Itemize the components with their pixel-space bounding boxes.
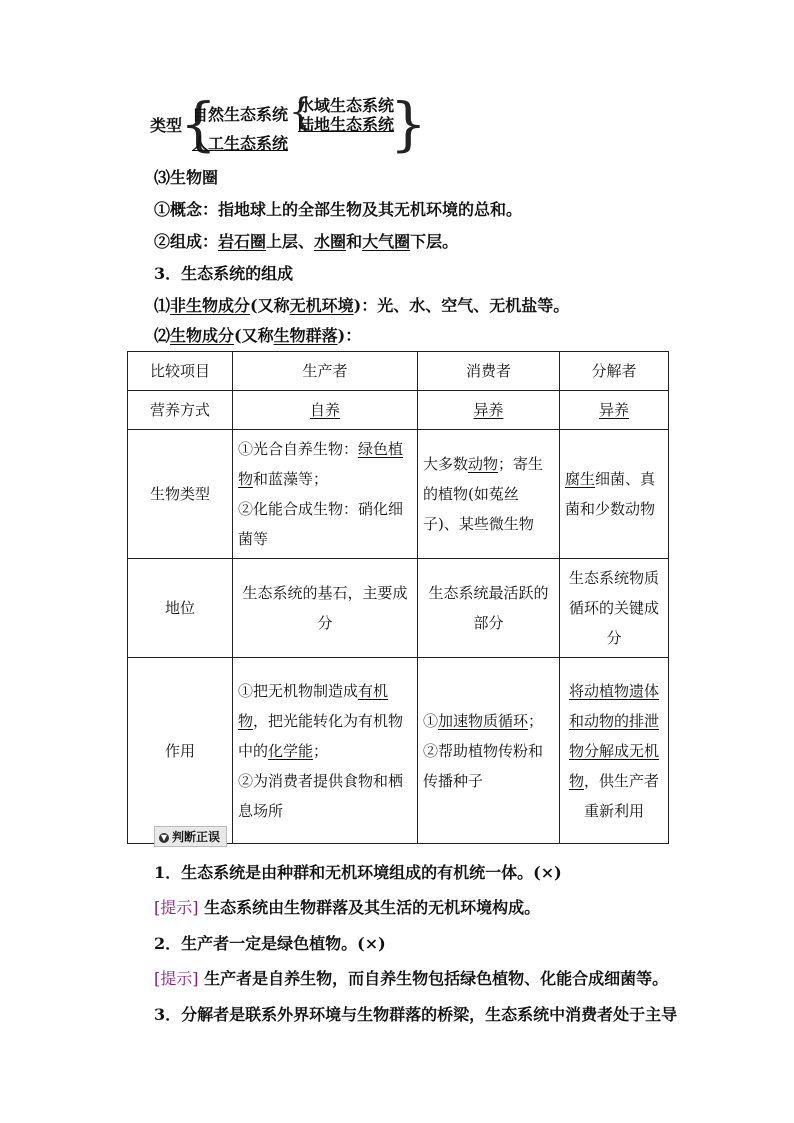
- producer-type-1a: ①光合自养生物：: [238, 440, 359, 458]
- nonbio-alias: 无机环境: [289, 296, 354, 315]
- consumer-role-1u: 加速物质循环: [438, 711, 529, 730]
- producer-role-u2: 化学能: [268, 741, 314, 760]
- chevron-down-icon: ▼: [160, 832, 168, 842]
- cell-consumer: 生态系统最活跃的部分: [418, 559, 560, 658]
- question-1: 1．生态系统是由种群和无机环境组成的有机统一体。(×): [154, 863, 562, 882]
- nonbio-term: 非生物成分: [170, 296, 251, 315]
- decomposer-nutrition: 异养: [598, 401, 629, 419]
- nonbio-mid: (又称: [250, 296, 290, 315]
- hint-label: [提示]: [154, 969, 199, 988]
- decomposer-role-u: 将动植物遗体和动物的排泄物分解成无机物: [568, 681, 659, 790]
- table-row-nutrition: [128, 391, 669, 430]
- row-label: 营养方式: [128, 391, 233, 430]
- consumer-role-1a: ①: [423, 711, 439, 730]
- bio-num: ⑵: [154, 326, 171, 345]
- table-row-status: [128, 559, 669, 658]
- composition-text-1: 上层、: [266, 232, 315, 251]
- artificial-ecosystem: 人工生态系统: [192, 134, 289, 153]
- cell-consumer: [418, 391, 560, 430]
- nonbiotic-line: [154, 293, 569, 316]
- cell-producer: [233, 658, 418, 844]
- ecosystem-type-diagram: [150, 90, 427, 158]
- decomposer-type-b: 细菌、真菌和少数动物: [565, 470, 656, 518]
- question-2: 2．生产者一定是绿色植物。(×): [154, 934, 386, 953]
- row-label: 作用: [128, 658, 233, 844]
- composition-text-3: 下层。: [410, 232, 459, 251]
- cell-producer: [233, 391, 418, 430]
- table-row-role: [128, 658, 669, 844]
- judge-tag-label: 判断正误: [172, 830, 221, 844]
- hint-label: [提示]: [154, 898, 199, 917]
- cell-decomposer: [560, 391, 669, 430]
- producer-type-2: ②化能合成生物：硝化细菌等: [238, 500, 404, 548]
- consumer-type-b: ；寄生的植物(如菟丝子)、某些微生物: [423, 455, 544, 533]
- cell-decomposer: [560, 658, 669, 844]
- judge-tag: [154, 826, 227, 847]
- diagram-label: 类型: [150, 116, 183, 135]
- consumer-type-u: 动物: [468, 455, 499, 473]
- producer-type-1u: 绿色植物: [238, 440, 404, 488]
- decomposer-type-u: 腐生: [565, 470, 596, 488]
- bio-end: )：: [337, 326, 362, 345]
- land-ecosystem: 陆地生态系统: [298, 115, 395, 134]
- composition-atmosphere: 大气圈: [362, 232, 411, 251]
- table-header-row: [128, 352, 669, 391]
- producer-role-u1: 有机物: [238, 681, 389, 730]
- right-brace: {: [390, 90, 427, 158]
- header-consumer: 消费者: [418, 352, 560, 391]
- producer-role-a: ①把无机物制造成: [238, 681, 359, 700]
- consumer-type-a: 大多数: [423, 455, 469, 473]
- nonbio-num: ⑴: [154, 296, 171, 315]
- cell-consumer: [418, 430, 560, 559]
- concept-text: 指地球上的全部生物及其无机环境的总和。: [218, 200, 523, 219]
- cell-producer: [233, 430, 418, 559]
- biotic-line: [154, 323, 361, 346]
- composition-prefix: ②组成：: [154, 232, 219, 251]
- hint-2: [154, 966, 668, 989]
- biosphere-composition: [154, 229, 458, 252]
- hint-2-text: 生产者是自养生物，而自养生物包括绿色植物、化能合成细菌等。: [204, 969, 669, 988]
- water-ecosystem: 水域生态系统: [298, 96, 395, 115]
- table-row-type: [128, 430, 669, 559]
- bio-alias: 生物群落: [273, 326, 338, 345]
- cell-decomposer: 生态系统物质循环的关键成分: [560, 559, 669, 658]
- header-producer: 生产者: [233, 352, 418, 391]
- cell-decomposer: [560, 430, 669, 559]
- question-3: 3．分解者是联系外界环境与生物群落的桥梁，生态系统中消费者处于主导: [154, 1005, 678, 1024]
- row-label: 地位: [128, 559, 233, 658]
- cell-producer: 生态系统的基石，主要成分: [233, 559, 418, 658]
- composition-hydrosphere: 水圈: [314, 232, 347, 251]
- producer-role-c: ；: [313, 741, 329, 760]
- nonbio-end: )：光、水、空气、无机盐等。: [353, 296, 570, 315]
- composition-lithosphere: 岩石圈: [218, 232, 267, 251]
- consumer-role-2: ②帮助植物传粉和传播种子: [423, 741, 544, 790]
- decomposer-role-b: ，供生产者重新利用: [583, 771, 660, 820]
- concept-prefix: ①概念：: [154, 200, 219, 219]
- consumer-nutrition: 异养: [473, 401, 504, 419]
- hint-1: [154, 895, 540, 918]
- producer-type-1b: 和蓝藻等；: [253, 470, 329, 488]
- cell-consumer: [418, 658, 560, 844]
- biosphere-concept: [154, 197, 522, 220]
- producer-nutrition: 自养: [309, 401, 340, 419]
- producer-role-2: ②为消费者提供食物和栖息场所: [238, 771, 404, 820]
- header-item: 比较项目: [128, 352, 233, 391]
- left-brace: {: [180, 90, 217, 158]
- section-3-heading: 3．生态系统的组成: [154, 264, 294, 283]
- inner-brace: {: [289, 92, 312, 133]
- natural-ecosystem: 自然生态系统: [192, 105, 289, 124]
- row-label: 生物类型: [128, 430, 233, 559]
- comparison-table: [127, 351, 669, 844]
- header-decomposer: 分解者: [560, 352, 669, 391]
- producer-role-b: ，把光能转化为有机物中的: [238, 711, 404, 760]
- bio-mid: (又称: [234, 326, 274, 345]
- biosphere-heading: ⑶生物圈: [154, 168, 219, 187]
- bio-term: 生物成分: [170, 326, 235, 345]
- hint-1-text: 生态系统由生物群落及其生活的无机环境构成。: [204, 898, 541, 917]
- consumer-role-1b: ；: [528, 711, 544, 730]
- composition-text-2: 和: [346, 232, 363, 251]
